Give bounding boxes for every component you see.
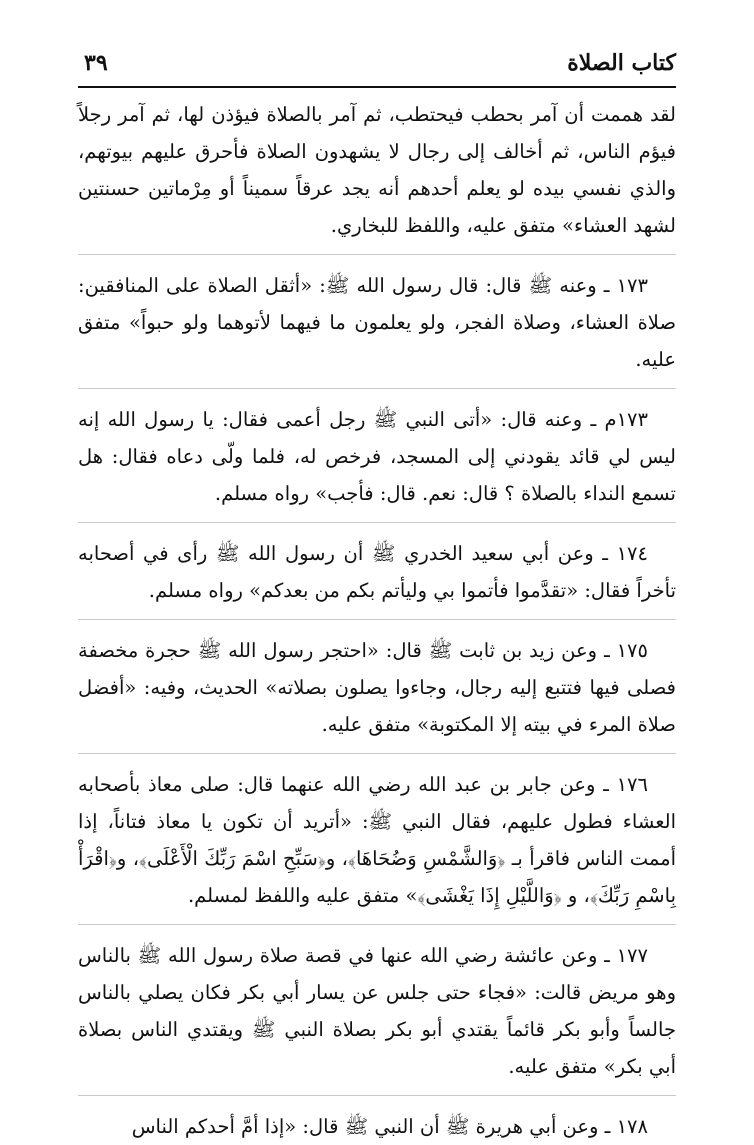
chapter-title: كتاب الصلاة: [567, 50, 676, 76]
page-number: ٣٩: [84, 50, 108, 76]
page-header: [78, 44, 676, 84]
section-divider: [78, 388, 676, 389]
section-divider: [78, 254, 676, 255]
hadith-178: ١٧٨ ـ وعن أبي هريرة ﷺ أن النبي ﷺ قال: «إذا أمَّ أحدكم الناس: [131, 1115, 648, 1138]
hadith-173: ١٧٣ ـ وعنه ﷺ قال: قال رسول الله ﷺ: «أثقل الصلاة على المنافقين: صلاة العشاء، وصلاة الفجر، ولو يعلمون ما فيهما لأتوهما ولو حبواً» متفق عليه.: [78, 274, 676, 371]
section-divider: [78, 1095, 676, 1096]
page-body: [78, 96, 676, 1145]
hadith-175: ١٧٥ ـ وعن زيد بن ثابت ﷺ قال: «احتجر رسول الله ﷺ حجرة مخصفة فصلى فيها فتتبع إليه رجال، وجاءوا يصلون بصلاته» الحديث، وفيه: «أفضل صلاة المرء في بيته إلا المكتوبة» متفق عليه.: [78, 639, 676, 736]
hadith-177: ١٧٧ ـ وعن عائشة رضي الله عنها في قصة صلاة رسول الله ﷺ بالناس وهو مريض قالت: «فجاء حتى جلس عن يسار أبي بكر فكان يصلي بالناس جالساً وأبو بكر قائماً يقتدي أبو بكر بصلاة النبي ﷺ ويقتدي الناس بصلاة أبي بكر» متفق عليه.: [78, 944, 676, 1078]
section-divider: [78, 619, 676, 620]
hadith-176: ١٧٦ ـ وعن جابر بن عبد الله رضي الله عنهما قال: صلى معاذ بأصحابه العشاء فطول عليهم، فقال النبي ﷺ: «أتريد أن تكون يا معاذ فتاناً، إذا أممت الناس فاقرأ بـ ﴿وَالشَّمْسِ وَضُحَاهَا﴾، و﴿سَبِّحِ اسْمَ رَبِّكَ الْأَعْلَى﴾، و﴿اقْرَأْ بِاسْمِ رَبِّكَ﴾، و ﴿وَاللَّيْلِ إِذَا يَغْشَى﴾» متفق عليه واللفظ لمسلم.: [78, 773, 676, 907]
header-divider: [78, 86, 676, 88]
hadith-173m: ١٧٣م ـ وعنه قال: «أتى النبي ﷺ رجل أعمى فقال: يا رسول الله إنه ليس لي قائد يقودني إلى المسجد، فرخص له، فلما ولّى دعاه فقال: هل تسمع النداء بالصلاة ؟ قال: نعم. قال: فأجب» رواه مسلم.: [78, 408, 676, 505]
hadith-174: ١٧٤ ـ وعن أبي سعيد الخدري ﷺ أن رسول الله ﷺ رأى في أصحابه تأخراً فقال: «تقدَّموا فأتموا بي وليأتم بكم من بعدكم» رواه مسلم.: [78, 542, 676, 602]
paragraph-continuation: لقد هممت أن آمر بحطب فيحتطب، ثم آمر بالصلاة فيؤذن لها، ثم آمر رجلاً فيؤم الناس، ثم أخالف إلى رجال لا يشهدون الصلاة فأحرق عليهم بيوتهم، والذي نفسي بيده لو يعلم أحدهم أنه يجد عرقاً سميناً أو مِرْماتين حسنتين لشهد العشاء» متفق عليه، واللفظ للبخاري.: [78, 103, 676, 237]
section-divider: [78, 924, 676, 925]
section-divider: [78, 753, 676, 754]
section-divider: [78, 522, 676, 523]
